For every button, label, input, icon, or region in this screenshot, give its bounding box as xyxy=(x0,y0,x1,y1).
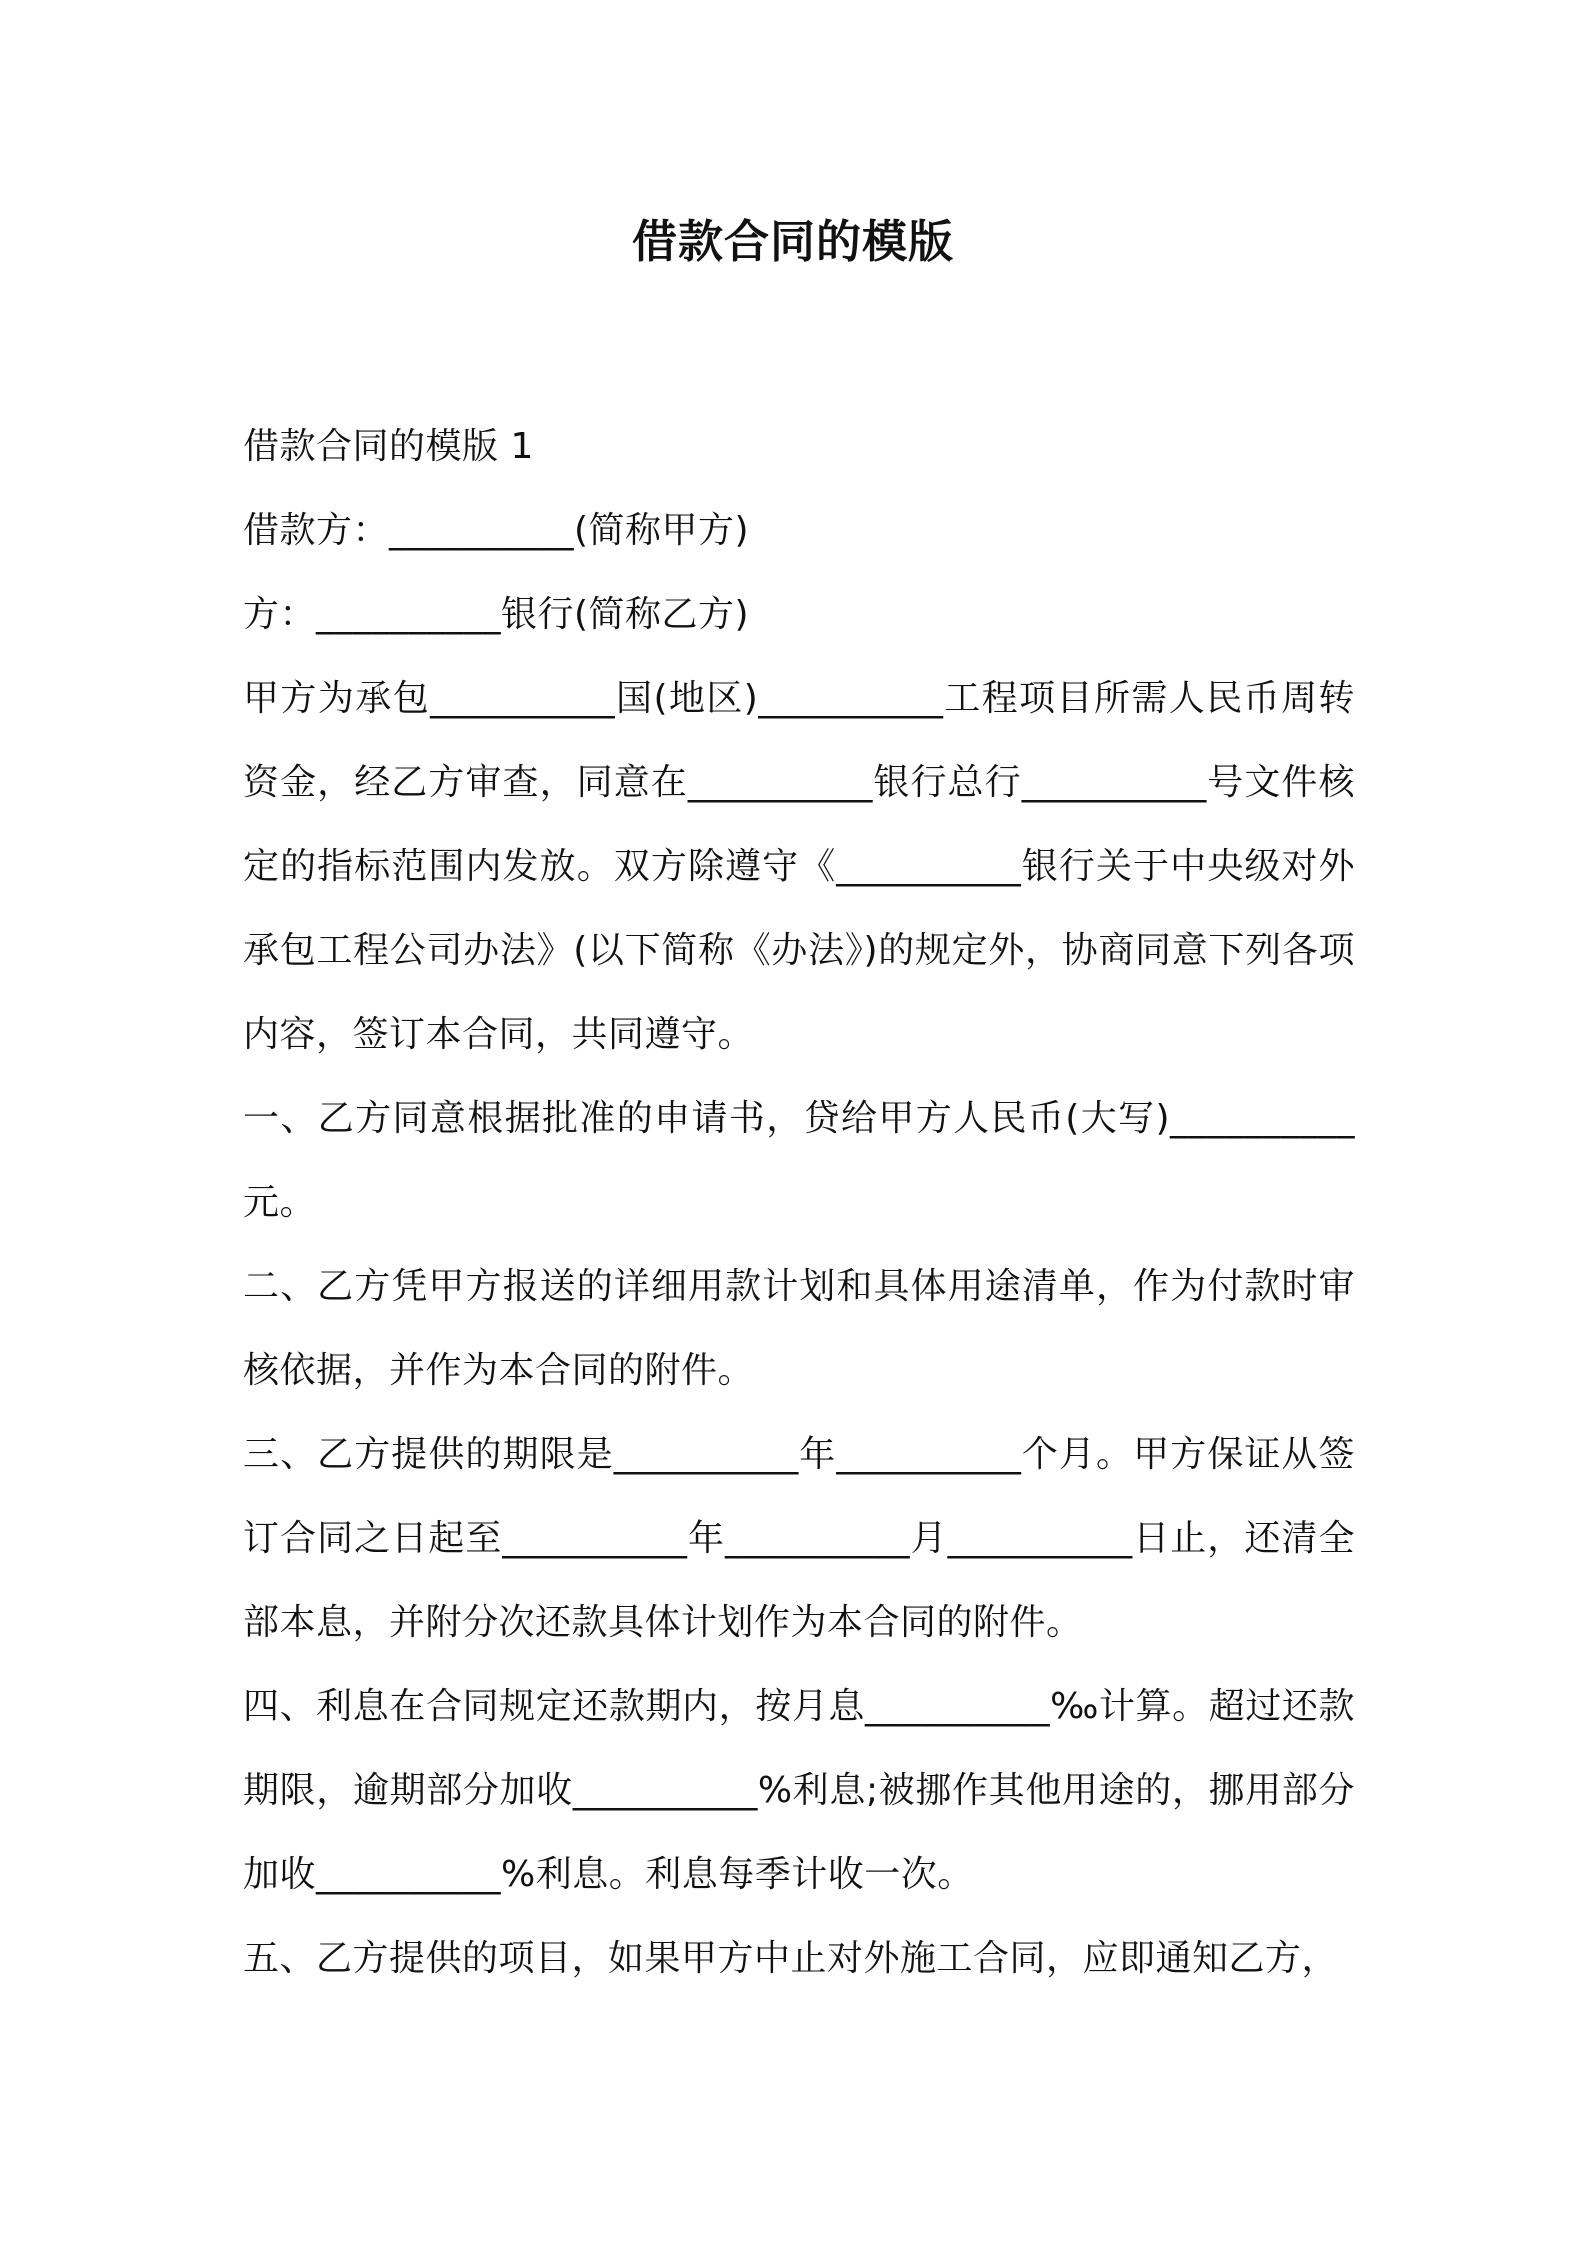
clause-1-paragraph: 一、乙方同意根据批准的申请书，贷给甲方人民币(大写)__________元。 xyxy=(243,1098,1355,1223)
borrower-line: 借款方：__________(简称甲方) xyxy=(243,510,750,551)
lender-line: 方：__________银行(简称乙方) xyxy=(243,594,750,635)
document-title: 借款合同的模版 xyxy=(631,215,954,268)
section-heading: 借款合同的模版 1 xyxy=(243,426,534,467)
clause-5-paragraph: 五、乙方提供的项目，如果甲方中止对外施工合同，应即通知乙方， xyxy=(243,1938,1339,1979)
clause-3-paragraph: 三、乙方提供的期限是__________年__________个月。甲方保证从签订合同之日起至__________年__________月__________日止，还清全部本息，并附分次还款具体计划作为本合同的附件。 xyxy=(243,1434,1355,1643)
document-body xyxy=(243,405,1355,2001)
preamble-paragraph: 甲方为承包__________国(地区)__________工程项目所需人民币周转资金，经乙方审查，同意在__________银行总行__________号文件核定的指标范围内发放。双方除遵守《__________银行关于中央级对外承包工程公司办法》(以下简称《办法》)的规定外，协商同意下列各项内容，签订本合同，共同遵守。 xyxy=(243,678,1355,1055)
clause-4-paragraph: 四、利息在合同规定还款期内，按月息__________‰计算。超过还款期限，逾期部分加收__________%利息;被挪作其他用途的，挪用部分加收__________%利息。利息每季计收一次。 xyxy=(243,1686,1355,1895)
clause-2-paragraph: 二、乙方凭甲方报送的详细用款计划和具体用途清单，作为付款时审核依据，并作为本合同的附件。 xyxy=(243,1266,1355,1391)
